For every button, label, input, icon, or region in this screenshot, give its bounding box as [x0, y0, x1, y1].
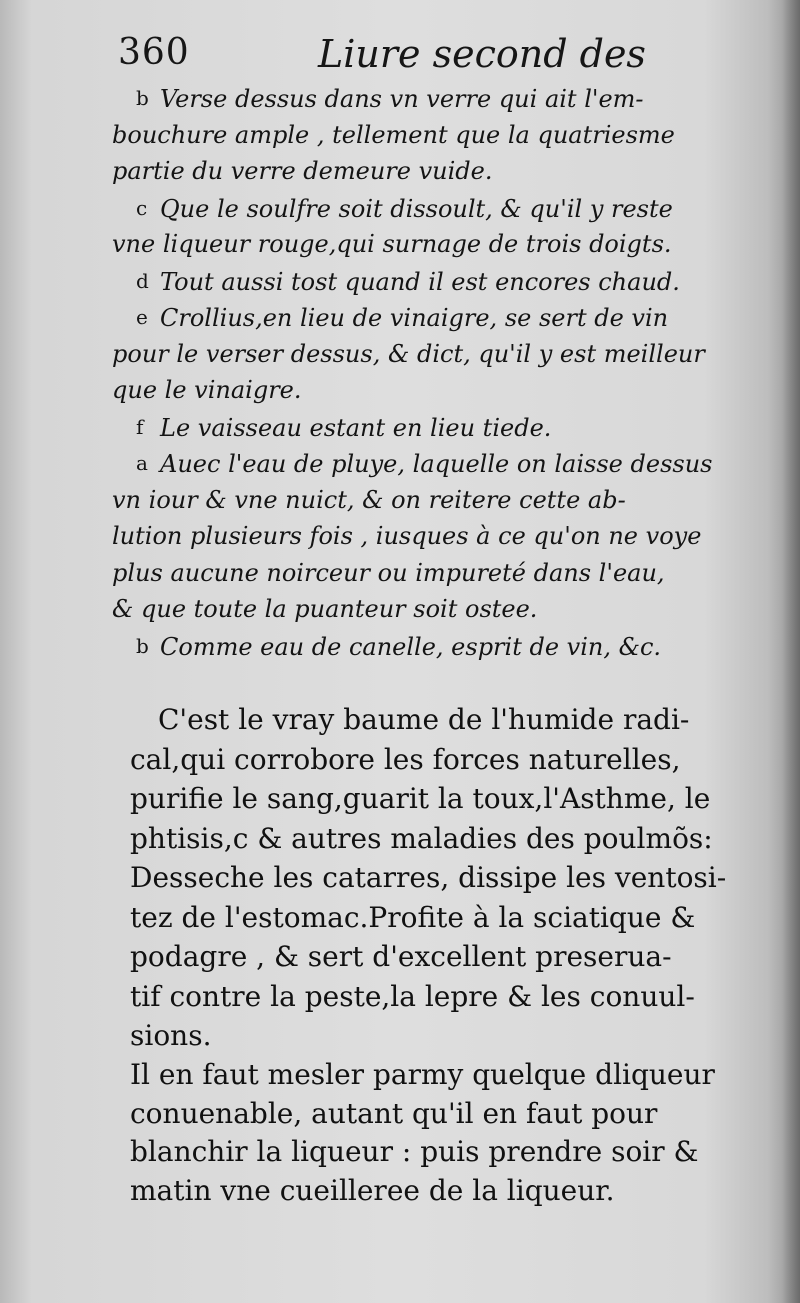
running-head: Liure second des — [318, 32, 646, 76]
note-line — [112, 445, 727, 482]
note-marker: f — [136, 414, 144, 439]
body-line: Il en faut mesler parmy quelque dliqueur — [130, 1058, 715, 1091]
annotation-notes — [112, 80, 727, 664]
note-line — [112, 299, 727, 336]
body-line: matin vne cueilleree de la liqueur. — [130, 1173, 615, 1207]
note-line — [112, 263, 727, 300]
body-line: blanchir la liqueur : puis prendre soir & — [130, 1135, 699, 1168]
note-line — [112, 482, 727, 519]
page-edge-shadow — [782, 0, 800, 1303]
body-line: purifie le sang,guarit la toux,l'Asthme, le — [130, 782, 711, 815]
body-line: sions. — [130, 1019, 212, 1052]
note-text: lution plusieurs fois , iusques à ce qu'on ne voye — [112, 522, 702, 550]
note-text: plus aucune noirceur ou impureté dans l'eau, — [112, 558, 665, 587]
body-line: tez de l'estomac.Profite à la sciatique & — [130, 900, 696, 934]
note-text: & que toute la puanteur soit ostee. — [112, 595, 538, 623]
note-line — [112, 117, 727, 154]
body-line: cal,qui corrobore les forces naturelles, — [130, 742, 681, 776]
final-paragraph — [130, 1056, 735, 1210]
note-text: Verse dessus dans vn verre qui ait l'em- — [160, 85, 644, 113]
note-line — [112, 409, 727, 446]
note-text: partie du verre demeure vuide. — [112, 157, 493, 185]
note-line — [112, 555, 727, 592]
note-text: Comme eau de canelle, esprit de vin, &c. — [160, 632, 662, 661]
note-marker: a — [136, 451, 148, 475]
note-text: Le vaisseau estant en lieu tiede. — [160, 413, 552, 442]
note-line — [112, 336, 727, 373]
note-text: bouchure ample , tellement que la quatriesme — [112, 120, 675, 149]
note-text: Crollius,en lieu de vinaigre, se sert de vin — [160, 304, 669, 332]
note-line — [112, 80, 727, 117]
note-text: pour le verser dessus, & dict, qu'il y est meilleur — [112, 339, 705, 368]
note-marker: c — [136, 195, 148, 220]
body-line: conuenable, autant qu'il en faut pour — [130, 1096, 658, 1130]
note-marker: b — [136, 633, 149, 658]
note-text: vne liqueur rouge,qui surnage de trois doigts. — [112, 230, 672, 258]
note-marker: d — [136, 268, 149, 293]
body-line: C'est le vray baume de l'humide radi- — [158, 703, 690, 736]
body-line: Desseche les catarres, dissipe les ventosi- — [130, 861, 727, 894]
note-line — [112, 591, 727, 628]
body-line: podagre , & sert d'excellent preserua- — [130, 940, 672, 973]
note-line — [112, 628, 727, 665]
body-line: phtisis,c & autres maladies des poulmõs: — [130, 821, 713, 855]
note-text: vn iour & vne nuict, & on reitere cette ab- — [112, 485, 626, 514]
note-text: Tout aussi tost quand il est encores chaud. — [160, 267, 680, 296]
page-number: 360 — [118, 32, 190, 73]
note-line — [112, 153, 727, 190]
note-text: Auec l'eau de pluye, laquelle on laisse dessus — [160, 450, 713, 478]
note-line — [112, 226, 727, 263]
main-paragraph — [130, 700, 735, 1056]
note-line — [112, 372, 727, 409]
note-marker: e — [136, 305, 148, 329]
note-line — [112, 518, 727, 555]
note-line — [112, 190, 727, 227]
note-marker: b — [136, 86, 149, 110]
body-line: tif contre la peste,la lepre & les conuul- — [130, 979, 695, 1013]
note-text: Que le soulfre soit dissoult, & qu'il y reste — [160, 194, 673, 223]
note-text: que le vinaigre. — [112, 376, 302, 404]
